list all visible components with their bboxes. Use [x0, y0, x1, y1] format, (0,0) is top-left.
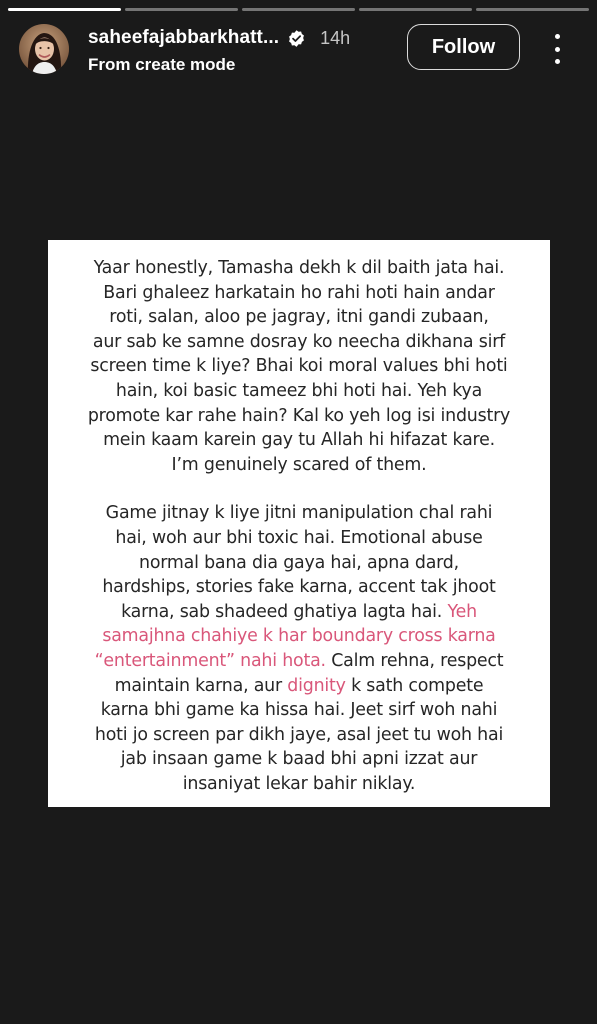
story-progress-segment [242, 8, 355, 11]
highlighted-text: dignity [287, 675, 346, 696]
text-segment: Calm rehna, respect [325, 650, 504, 671]
text-line: jab insaan game k baad bhi apni izzat aur [120, 749, 478, 770]
avatar-image [19, 24, 69, 74]
text-line [60, 649, 538, 674]
text-line: karna bhi game ka hissa hai. Jeet sirf woh nahi [100, 700, 498, 721]
text-line: hai, woh aur bhi toxic hai. Emotional abuse [115, 527, 483, 548]
text-line: Game jitnay k liye jitni manipulation chal rahi [105, 503, 493, 524]
story-progress-segment [359, 8, 472, 11]
text-line: aur sab ke samne dosray ko neecha dikhana sirf [92, 331, 506, 352]
text-line [60, 674, 538, 699]
story-subtitle: From create mode [88, 55, 236, 74]
text-segment: maintain karna, aur [114, 675, 288, 696]
story-header [19, 20, 581, 82]
paragraph-1 [60, 256, 538, 477]
text-line: normal bana dia gaya hai, apna dard, [139, 552, 459, 573]
post-time: 14h [320, 27, 351, 48]
more-vertical-icon[interactable] [549, 34, 565, 64]
text-line: Yaar honestly, Tamasha dekh k dil baith jata hai. [93, 258, 505, 278]
story-progress-bar [8, 8, 589, 11]
story-text-card [48, 240, 550, 807]
text-segment: k sath compete [345, 675, 484, 696]
username[interactable]: saheefajabbarkhatt... [88, 27, 280, 48]
text-line: promote kar rahe hain? Kal ko yeh log isi industry [87, 405, 511, 426]
verified-badge-icon [287, 29, 306, 48]
highlighted-text: samajhna chahiye k har boundary cross karna [102, 626, 496, 647]
text-line: mein kaam karein gay tu Allah hi hifazat kare. [103, 430, 495, 451]
story-progress-segment [8, 8, 121, 11]
text-segment: karna, sab shadeed ghatiya lagta hai. [121, 601, 448, 622]
text-line: roti, salan, aloo pe jagray, itni gandi zubaan, [109, 307, 489, 328]
story-progress-fill [8, 8, 121, 11]
avatar[interactable] [19, 24, 69, 74]
text-line: I’m genuinely scared of them. [171, 454, 427, 475]
more-dot [555, 47, 560, 52]
text-line [60, 600, 538, 625]
more-dot [555, 34, 560, 39]
story-progress-segment [125, 8, 238, 11]
highlighted-text: “entertainment” nahi hota. [94, 650, 326, 671]
text-line: hoti jo screen par dikh jaye, asal jeet tu woh hai [94, 724, 504, 745]
user-line [88, 26, 350, 50]
text-line: hain, koi basic tameez bhi hoti hai. Yeh kya [115, 380, 483, 401]
paragraph-2 [60, 501, 538, 796]
follow-button[interactable]: Follow [407, 24, 520, 70]
text-line: Bari ghaleez harkatain ho rahi hoti hain andar [103, 282, 495, 303]
highlighted-text: Yeh [447, 601, 477, 622]
text-line: hardships, stories fake karna, accent tak jhoot [102, 577, 496, 598]
text-line: screen time k liye? Bhai koi moral values bhi hoti [90, 356, 508, 377]
more-dot [555, 59, 560, 64]
text-line: insaniyat lekar bahir niklay. [182, 773, 416, 794]
story-progress-segment [476, 8, 589, 11]
